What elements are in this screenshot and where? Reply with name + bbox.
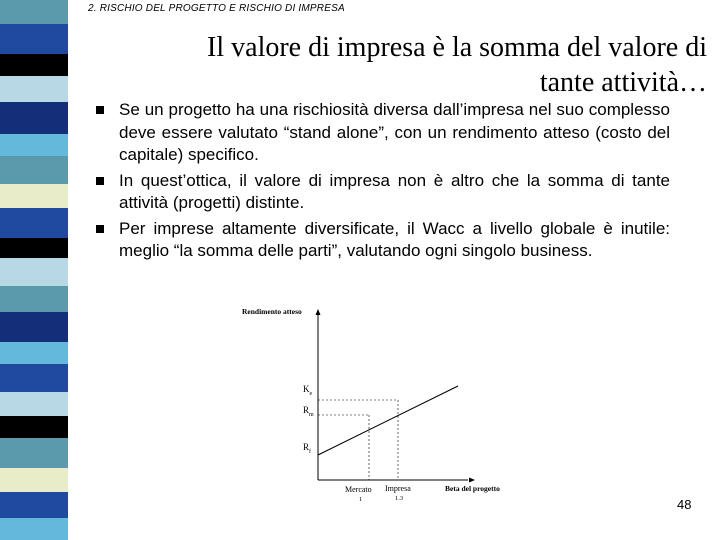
- section-header: 2. RISCHIO DEL PROGETTO E RISCHIO DI IMPRESA: [88, 3, 345, 14]
- mercato-value: 1: [359, 496, 363, 503]
- bullet-square-icon: [96, 225, 104, 233]
- strip-block: [0, 134, 68, 156]
- strip-block: [0, 364, 68, 392]
- impresa-label: Impresa: [385, 484, 411, 493]
- strip-block: [0, 342, 68, 364]
- x-axis-label: Beta del progetto: [445, 484, 500, 493]
- expected-return-graph: [232, 304, 510, 510]
- bullet-square-icon: [96, 106, 104, 114]
- bullet-text: Per imprese altamente diversificate, il Wacc a livello globale è inutile: meglio “la somma delle parti”, valutando ogni singolo business.: [119, 218, 670, 260]
- strip-block: [0, 286, 68, 312]
- bullet-text: Se un progetto ha una rischiosità diversa dall’impresa nel suo complesso deve essere valutato “stand alone”, con un rendimento atteso (costo del capitale) specifico.: [119, 100, 670, 164]
- impresa-value: 1.3: [395, 495, 404, 502]
- slide-title-line-2: tante attività…: [539, 67, 707, 98]
- sml-line: [318, 386, 458, 455]
- strip-block: [0, 468, 68, 492]
- x-axis-arrow-icon: [469, 478, 475, 483]
- strip-block: [0, 156, 68, 184]
- strip-block: [0, 416, 68, 438]
- strip-block: [0, 238, 68, 258]
- strip-block: [0, 258, 68, 286]
- strip-block: [0, 76, 68, 102]
- strip-block: [0, 24, 68, 54]
- strip-block: [0, 312, 68, 342]
- bullet-item: [88, 99, 670, 167]
- strip-block: [0, 54, 68, 76]
- bullet-item: [88, 170, 670, 215]
- mercato-label: Mercato: [345, 485, 372, 494]
- rf-label: $R_f$: [303, 442, 312, 455]
- strip-block: [0, 392, 68, 416]
- page-number: 48: [677, 497, 692, 512]
- ke-label: $K_e$: [303, 384, 313, 397]
- slide-title-line-1: Il valore di impresa è la somma del valore di: [207, 32, 707, 63]
- strip-block: [0, 518, 68, 540]
- y-axis-label: Rendimento atteso: [242, 307, 302, 316]
- strip-block: [0, 492, 68, 518]
- strip-block: [0, 184, 68, 208]
- strip-block: [0, 102, 68, 134]
- bullet-text: In quest’ottica, il valore di impresa non è altro che la somma di tante attività (progetti) distinte.: [119, 170, 670, 212]
- slide-title: [115, 30, 707, 100]
- strip-block: [0, 208, 68, 238]
- bullet-list: [88, 99, 670, 266]
- rm-label: $R_m$: [303, 405, 314, 418]
- strip-block: [0, 0, 68, 24]
- decorative-color-strip: [0, 0, 68, 540]
- strip-block: [0, 438, 68, 468]
- bullet-item: [88, 218, 670, 263]
- bullet-square-icon: [96, 177, 104, 185]
